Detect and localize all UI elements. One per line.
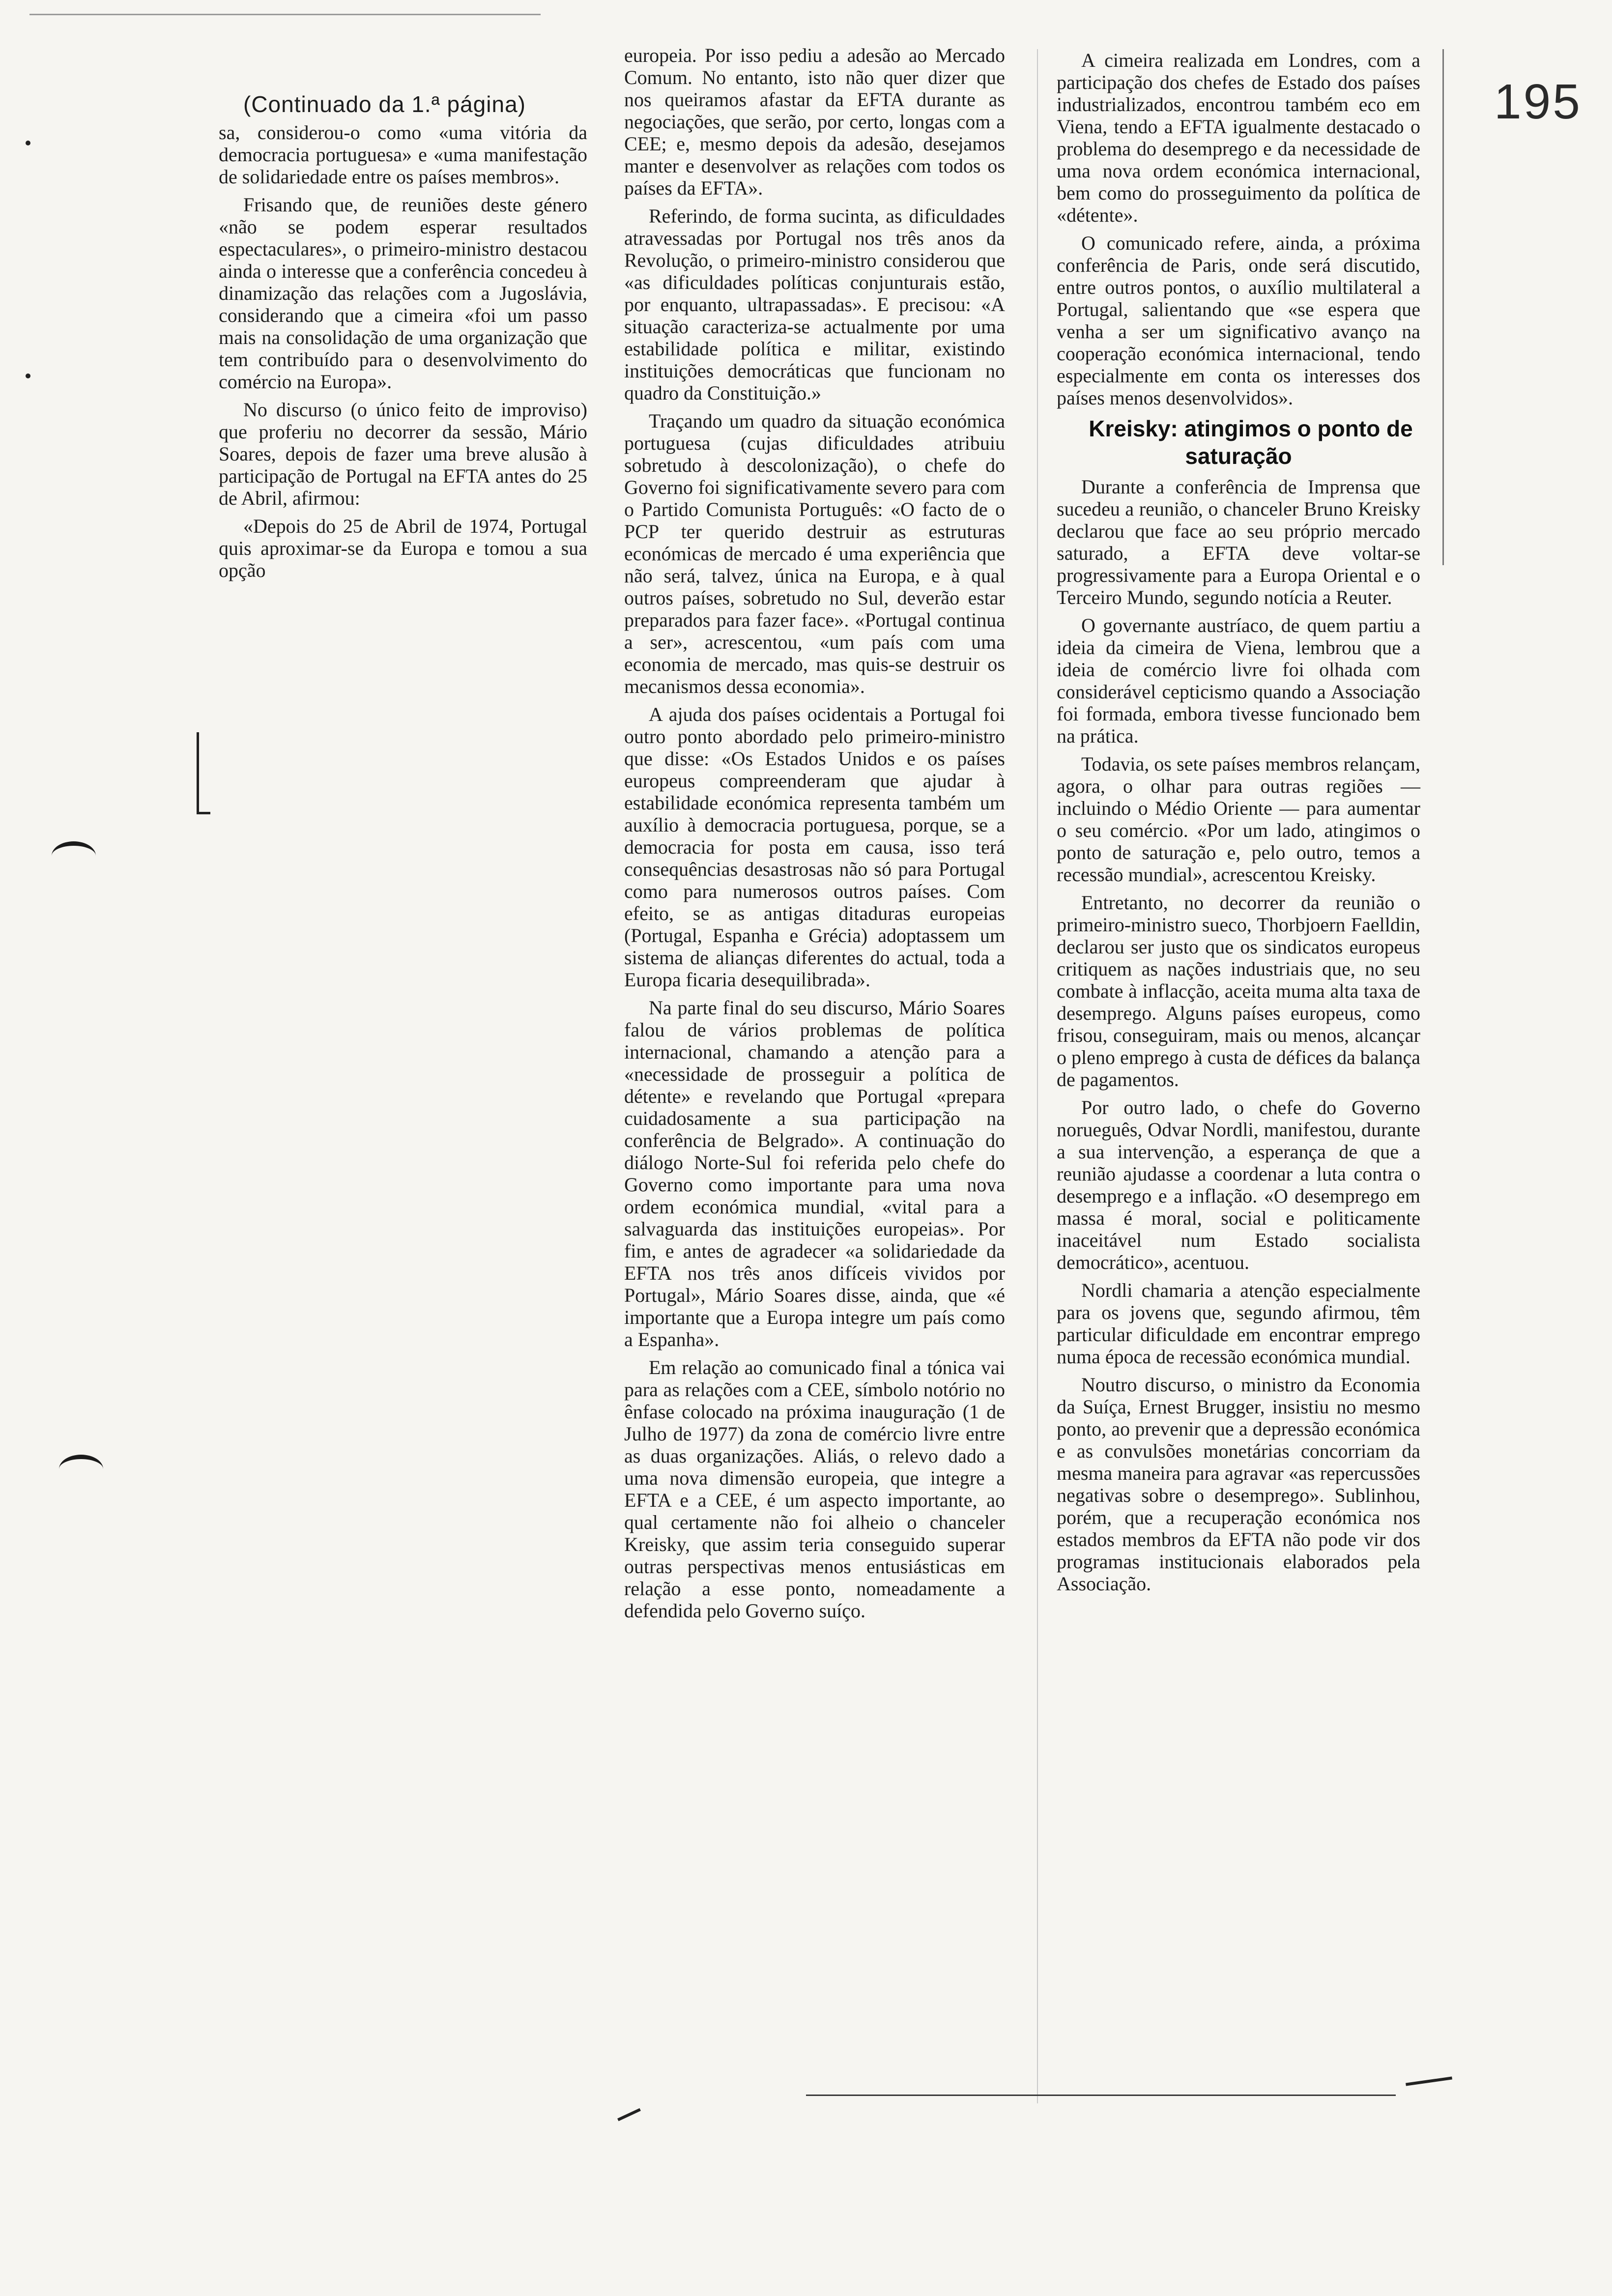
margin-mark-dot [26,373,30,378]
paragraph: O comunicado refere, ainda, a próxima conferência de Paris, onde será discutido, entre outros pontos, o auxílio multilateral a Portugal, salientando que «se espera que venha a ser um significativo avanço na cooperação económica internacional, tendo especialmente em conta os interesses dos países menos desenvolvidos». [1057,232,1420,409]
paragraph: sa, considerou-o como «uma vitória da democracia portuguesa» e «uma manifestação de solidariedade entre os países membros». [219,121,587,188]
article-column-2 [624,44,1005,1628]
paragraph: Em relação ao comunicado final a tónica vai para as relações com a CEE, símbolo notório no ênfase colocado na próxima inauguração (1 de Julho de 1977) da zona de comércio livre entre as duas organizações. Aliás, o relevo dado a uma nova dimensão europeia, que integre a EFTA e a CEE, é um aspecto importante, ao qual certamente não foi alheio o chanceler Kreisky, que assim teria conseguido superar outras perspectivas menos entusiásticas em relação a esse ponto, nomeadamente a defendida pelo Governo suíço. [624,1356,1005,1622]
paragraph: «Depois do 25 de Abril de 1974, Portugal quis aproximar-se da Europa e tomou a sua opção [219,515,587,581]
pen-bracket-mark [197,732,199,813]
paragraph: Nordli chamaria a atenção especialmente para os jovens que, segundo afirmou, têm particular dificuldade em encontrar emprego numa época de recessão económica mundial. [1057,1279,1420,1368]
paragraph: Referindo, de forma sucinta, as dificuldades atravessadas por Portugal nos três anos da Revolução, o primeiro-ministro considerou que «as dificuldades políticas conjunturais estão, por enquanto, ultrapassadas». E precisou: «A situação caracteriza-se actualmente por uma estabilidade política e militar, existindo instituições democráticas que funcionam no quadro da Constituição.» [624,205,1005,404]
margin-line [1442,49,1444,565]
pen-dash-mark [1406,2076,1452,2086]
paragraph: Traçando um quadro da situação económica portuguesa (cujas dificuldades atribuiu sobretudo à descolonização), o chefe do Governo foi significativamente severo para com o Partido Comunista Português: «O facto de o PCP ter querido destruir as estruturas económicas de mercado é uma experiência que não será, talvez, única na Europa, e à qual outros países, sobretudo no Sul, deverão estar preparados para fazer face». «Portugal continua a ser», acrescentou, «um país com uma economia de mercado, mas quis-se destruir os mecanismos dessa economia». [624,410,1005,697]
page-number: 195 [1494,74,1582,129]
article-column-3 [1057,49,1420,1601]
paragraph: A cimeira realizada em Londres, com a participação dos chefes de Estado dos países industrializados, encontrou também eco em Viena, tendo a EFTA igualmente destacado o problema do desemprego e da necessidade de uma nova ordem económica internacional, bem como do prosseguimento da política de «détente». [1057,49,1420,226]
paragraph: No discurso (o único feito de improviso) que proferiu no decorrer da sessão, Mário Soares, depois de fazer uma breve alusão à participação de Portugal na EFTA antes do 25 de Abril, afirmou: [219,399,587,509]
paragraph: Noutro discurso, o ministro da Economia da Suíça, Ernest Brugger, insistiu no mesmo ponto, ao prevenir que a depressão económica e as convulsões monetárias concorriam da mesma maneira para agravar «as repercussões negativas sobre o desemprego». Sublinhou, porém, que a recuperação económica nos estados membros da EFTA não pode vir dos programas institucionais elaborados pela Associação. [1057,1374,1420,1595]
article-column-1 [219,93,587,587]
paragraph: Todavia, os sete países membros relançam, agora, o olhar para outras regiões — incluindo o Médio Oriente — para aumentar o seu comércio. «Por um lado, atingimos o ponto de saturação e, pelo outro, temos a recessão mundial», acrescentou Kreisky. [1057,753,1420,886]
column-separator [1037,49,1038,2103]
paragraph: O governante austríaco, de quem partiu a ideia da cimeira de Viena, lembrou que a ideia de comércio livre foi olhada com considerável cepticismo quando a Associação foi formada, embora tivesse funcionado bem na prática. [1057,614,1420,747]
continued-from-label: (Continuado da 1.ª página) [243,91,526,117]
paragraph: Por outro lado, o chefe do Governo norueguês, Odvar Nordli, manifestou, durante a sua intervenção, a esperança de que a reunião ajudasse a coordenar a luta contra o desemprego e a inflação. «O desemprego em massa é moral, social e politicamente inaceitável num Estado socialista democrático», acentuou. [1057,1096,1420,1273]
subheading: Kreisky: atingimos o ponto de saturação [1089,416,1413,469]
paragraph: europeia. Por isso pediu a adesão ao Mercado Comum. No entanto, isto não quer dizer que nos queiramos afastar da EFTA durante as negociações, que serão, por certo, longas com a CEE; e, mesmo depois da adesão, desejamos manter e desenvolver as relações com todos os países da EFTA». [624,44,1005,199]
bottom-rule [806,2095,1396,2096]
paragraph: Entretanto, no decorrer da reunião o primeiro-ministro sueco, Thorbjoern Faelldin, declarou ser justo que os sindicatos europeus critiquem as nações industriais que, no seu combate à inflacção, aceita muma alta taxa de desemprego. Alguns países europeus, como frisou, conseguiram, mais ou menos, alcançar o pleno emprego à custa de défices da balança de pagamentos. [1057,891,1420,1091]
paragraph: Frisando que, de reuniões deste género «não se podem esperar resultados espectaculares», o primeiro-ministro destacou ainda o interesse que a conferência concedeu à dinamização das relações com a Jugoslávia, considerando que a cimeira «foi um passo mais na consolidação de uma organização que tem contribuído para o desenvolvimento do comércio na Europa». [219,194,587,393]
top-edge-strip [29,14,541,15]
pen-slash-mark [617,2108,641,2122]
paragraph: Durante a conferência de Imprensa que sucedeu a reunião, o chanceler Bruno Kreisky declarou que face ao seu próprio mercado saturado, a EFTA deve voltar-se progressivamente para a Europa Oriental e o Terceiro Mundo, segundo notícia a Reuter. [1057,476,1420,608]
pen-bracket-mark [197,812,210,814]
punch-hole-lower [59,1455,103,1484]
margin-mark-dot [26,141,30,145]
punch-hole-upper [52,841,96,870]
paragraph: Na parte final do seu discurso, Mário Soares falou de vários problemas de política internacional, chamando a atenção para a «necessidade de prosseguir a política de détente» e revelando que Portugal «prepara cuidadosamente a sua participação na conferência de Belgrado». A continuação do diálogo Norte-Sul foi referida pelo chefe do Governo como importante para uma nova ordem económica mundial, «vital para a salvaguarda das instituições europeias». Por fim, e antes de agradecer «a solidariedade da EFTA nos três anos difíceis vividos por Portugal», Mário Soares disse, ainda, que «é importante que a Europa integre um país como a Espanha». [624,997,1005,1350]
paragraph: A ajuda dos países ocidentais a Portugal foi outro ponto abordado pelo primeiro-ministro que disse: «Os Estados Unidos e os países europeus compreenderam que ajudar à estabilidade económica representa também um auxílio à democracia portuguesa, porque, se a democracia for posta em causa, isso terá consequências desastrosas não só para Portugal como para numerosos outros países. Com efeito, se as antigas ditaduras europeias (Portugal, Espanha e Grécia) adoptassem um sistema de alianças diferentes do actual, toda a Europa ficaria desequilibrada». [624,703,1005,991]
